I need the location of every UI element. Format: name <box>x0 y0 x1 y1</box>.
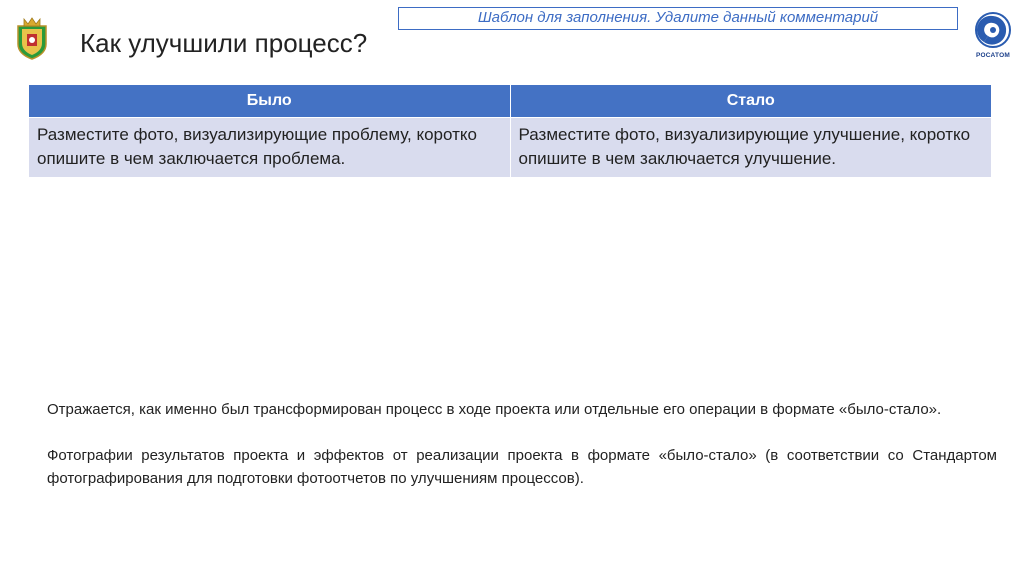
template-comment-box[interactable] <box>398 7 958 30</box>
table-row <box>29 118 991 178</box>
rosatom-logo-text: РОСАТОМ <box>976 52 1010 59</box>
page-title: Как улучшили процесс? <box>80 28 368 58</box>
description-text <box>47 398 997 490</box>
description-paragraph-2: Фотографии результатов проекта и эффектов от реализации проекта в формате «было-стало» (в соответствии со Стандартом фотографирования для подготовки фотоотчетов по улучшениям процессов). <box>47 447 997 487</box>
cell-before[interactable]: Разместите фото, визуализирующие проблему, коротко опишите в чем заключается проблема. <box>29 118 510 178</box>
before-after-table <box>29 85 991 177</box>
description-paragraph-1: Отражается, как именно был трансформирован процесс в ходе проекта или отдельные его операции в формате «было-стало». <box>47 401 942 418</box>
column-header-after: Стало <box>510 85 991 118</box>
coat-of-arms-icon <box>14 16 50 60</box>
cell-after[interactable]: Разместите фото, визуализирующие улучшение, коротко опишите в чем заключается улучшение. <box>510 118 991 178</box>
template-comment-text: Шаблон для заполнения. Удалите данный комментарий <box>477 9 879 26</box>
column-header-before: Было <box>29 85 510 118</box>
